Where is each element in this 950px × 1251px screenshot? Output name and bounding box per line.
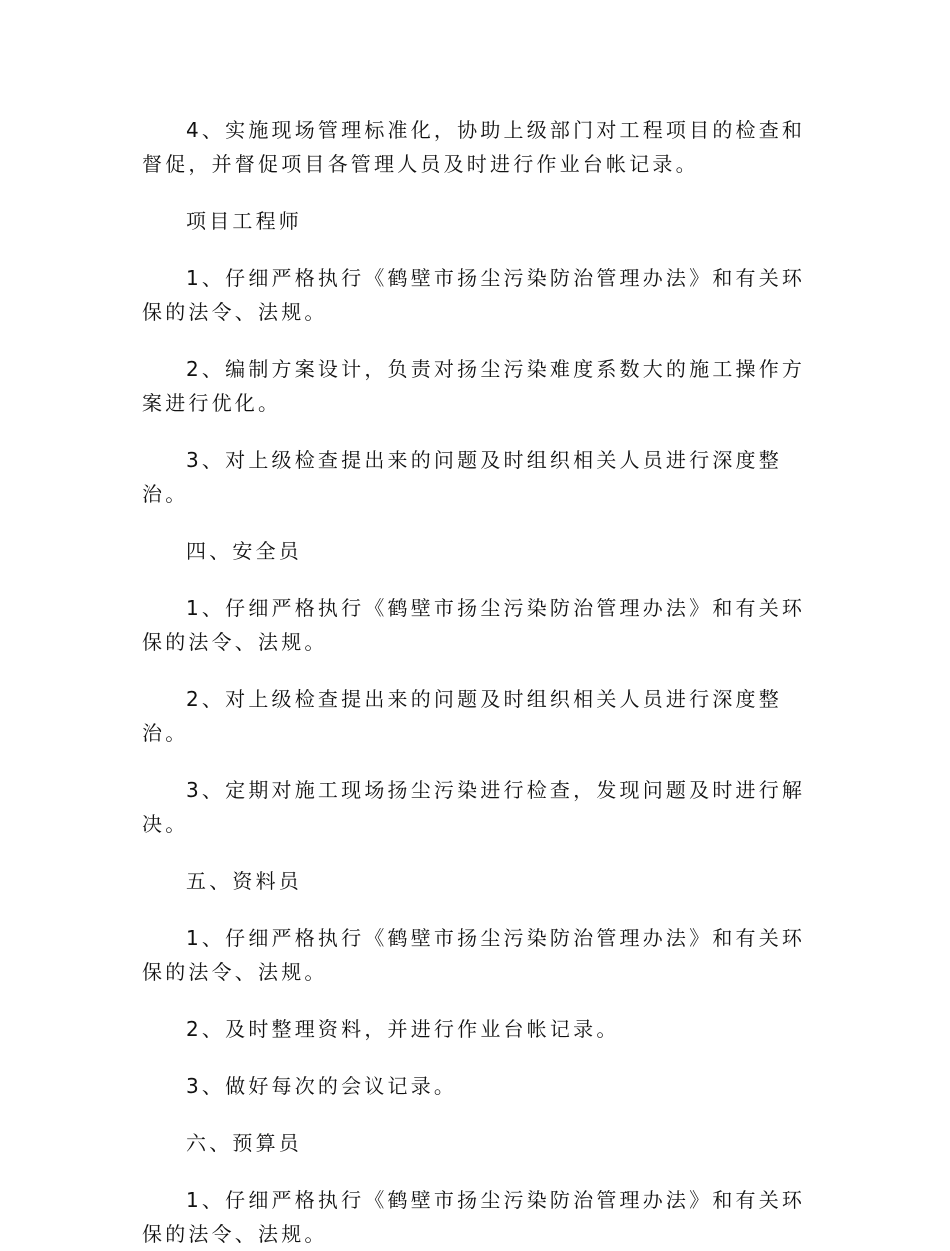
- paragraph-clerk-duty-3: 3、做好每次的会议记录。: [186, 1074, 458, 1098]
- section-heading-budget-officer: 六、预算员: [186, 1131, 302, 1155]
- paragraph-engineer-duty-1: 1、仔细严格执行《鹤壁市扬尘污染防治管理办法》和有关环保的法令、法规。: [142, 266, 806, 324]
- paragraph-safety-duty-2: 2、对上级检查提出来的问题及时组织相关人员进行深度整治。: [142, 687, 782, 745]
- section-heading-document-clerk: 五、资料员: [186, 869, 302, 893]
- paragraph-budget-duty-1: 1、仔细严格执行《鹤壁市扬尘污染防治管理办法》和有关环保的法令、法规。: [142, 1188, 806, 1246]
- paragraph-engineer-duty-2: 2、编制方案设计，负责对扬尘污染难度系数大的施工操作方案进行优化。: [142, 357, 806, 415]
- paragraph-clerk-duty-2: 2、及时整理资料，并进行作业台帐记录。: [186, 1017, 620, 1041]
- paragraph-safety-duty-3: 3、定期对施工现场扬尘污染进行检查，发现问题及时进行解决。: [142, 778, 806, 836]
- paragraph-engineer-duty-3: 3、对上级检查提出来的问题及时组织相关人员进行深度整治。: [142, 448, 782, 506]
- section-heading-safety-officer: 四、安全员: [186, 539, 302, 563]
- paragraph-clerk-duty-1: 1、仔细严格执行《鹤壁市扬尘污染防治管理办法》和有关环保的法令、法规。: [142, 926, 806, 984]
- paragraph-safety-duty-1: 1、仔细严格执行《鹤壁市扬尘污染防治管理办法》和有关环保的法令、法规。: [142, 596, 806, 654]
- paragraph-supervision-duty-4: 4、实施现场管理标准化，协助上级部门对工程项目的检查和督促，并督促项目各管理人员及时进行作业台帐记录。: [142, 118, 806, 176]
- section-heading-project-engineer: 项目工程师: [186, 209, 302, 233]
